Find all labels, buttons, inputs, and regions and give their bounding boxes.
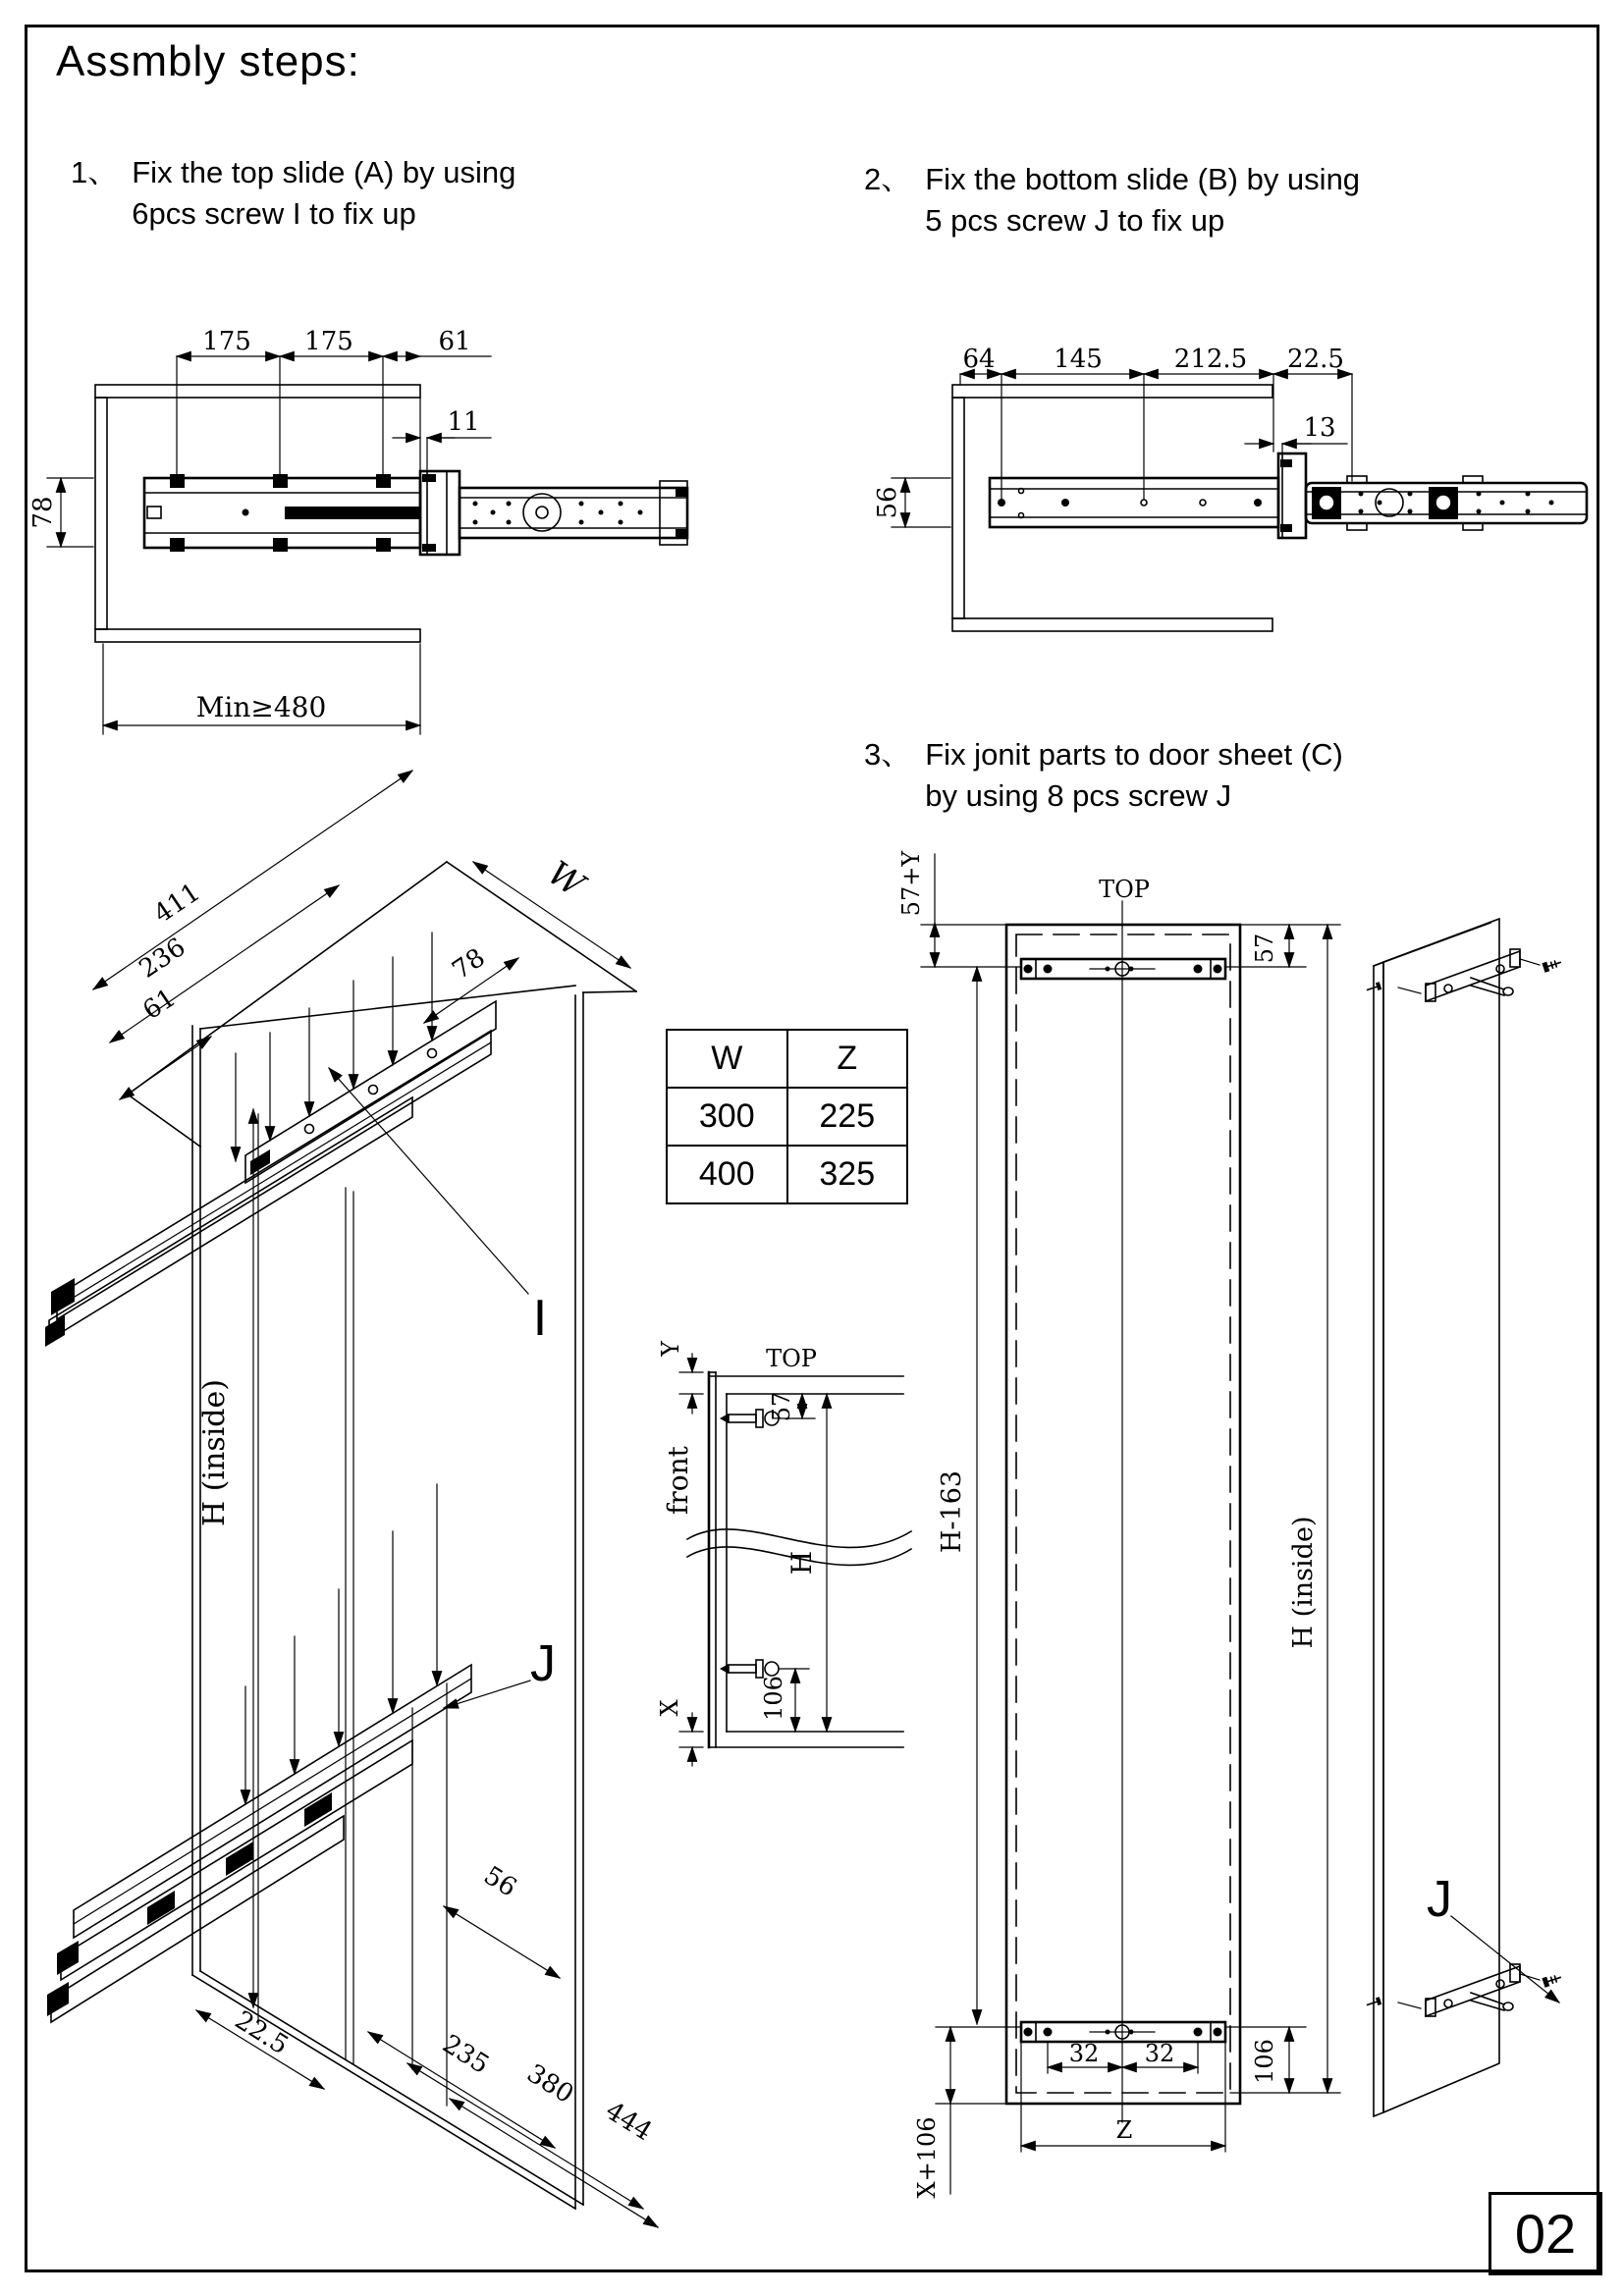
- screw-j-set: [245, 1484, 437, 1804]
- top-slide-rail: [144, 474, 420, 552]
- dim-h: H: [785, 1550, 818, 1575]
- dim-z: Z: [1115, 2116, 1133, 2144]
- step-1-number: 1、: [71, 155, 119, 189]
- top-slide-section-diagram: [29, 324, 717, 746]
- step-2-number: 2、: [864, 162, 912, 196]
- dim-175-left: 175: [202, 327, 251, 356]
- dim-236: 236: [134, 933, 191, 985]
- wz-table: [666, 1029, 908, 1204]
- detail-dimensions: [656, 1340, 827, 1766]
- label-front: front: [662, 1446, 694, 1515]
- dim-78-iso: 78: [447, 942, 491, 987]
- step-3-text: [864, 734, 1343, 817]
- dim-106-detail: 106: [760, 1676, 787, 1721]
- wz-header-w: W: [667, 1030, 787, 1088]
- wz-cell: 325: [787, 1146, 908, 1203]
- wz-cell: 225: [787, 1088, 908, 1146]
- door-panel: [1374, 919, 1499, 2116]
- door-dimensions: [897, 850, 1340, 2199]
- step-2-line2: 5 pcs screw J to fix up: [925, 203, 1225, 238]
- screw-bottom: [720, 1660, 779, 1678]
- step-3-line1: Fix jonit parts to door sheet (C): [925, 737, 1343, 772]
- door-side-detail-view: [638, 1335, 913, 1767]
- dim-106-door: 106: [1251, 2039, 1278, 2084]
- screw-glyph: [1542, 1973, 1561, 1988]
- dim-61: 61: [438, 327, 471, 356]
- dim-w: W: [540, 853, 591, 906]
- screw-i-label: I: [532, 1290, 548, 1347]
- slide-front-bracket: [420, 471, 460, 555]
- screw-j-label: J: [530, 1635, 556, 1692]
- dim-x: X: [656, 1699, 683, 1717]
- dim-11: 11: [447, 407, 480, 437]
- label-top-door: TOP: [1099, 876, 1150, 903]
- dim-175-right: 175: [304, 327, 353, 356]
- step-2-line1: Fix the bottom slide (B) by using: [925, 162, 1361, 196]
- dim-h-inside-left: H (inside): [197, 1379, 232, 1526]
- wz-header-z: Z: [787, 1030, 908, 1088]
- dim-32-left: 32: [1068, 2040, 1100, 2067]
- dim-22-5: 22.5: [1287, 345, 1344, 374]
- door-sheet-front-view: [897, 839, 1355, 2204]
- bottom-slide-rail: [990, 478, 1278, 527]
- page-title: Assmbly steps:: [56, 37, 360, 85]
- step-3-number: 3、: [864, 737, 912, 772]
- extended-outer-rail: [460, 481, 687, 545]
- cabinet-isometric-view: [29, 825, 663, 2277]
- dim-h163: H-163: [937, 1469, 967, 1554]
- screw-glyph: [1542, 958, 1561, 973]
- dim-64: 64: [962, 345, 996, 374]
- door-outline: [1006, 901, 1240, 2122]
- dim-13: 13: [1303, 413, 1336, 443]
- dim-56: 56: [873, 486, 902, 519]
- dim-22-5-iso: 22.5: [229, 2005, 294, 2061]
- dim-32-right: 32: [1144, 2040, 1175, 2067]
- dim-x106: X+106: [913, 2116, 941, 2199]
- dim-57-door: 57: [1251, 933, 1278, 964]
- dim-380: 380: [521, 2058, 579, 2110]
- slide-front-bracket: [1278, 454, 1306, 538]
- dim-y: Y: [657, 1341, 684, 1357]
- dim-411: 411: [148, 878, 206, 930]
- wz-cell: 400: [667, 1146, 787, 1203]
- page-number-box: [1489, 2192, 1602, 2275]
- step-1-text: [71, 152, 515, 235]
- dim-57y: 57+Y: [897, 850, 925, 917]
- dimension-lines: [28, 327, 491, 734]
- joint-part-bottom: [1366, 1964, 1561, 2016]
- door-panel-isometric: [1365, 864, 1591, 2140]
- dim-57-detail: 57: [768, 1391, 795, 1422]
- joint-bar-top: [1021, 959, 1225, 979]
- page-number: 02: [1514, 2203, 1577, 2265]
- bottom-slide-assembly: [47, 1665, 471, 2022]
- extended-outer-rail: [1306, 476, 1587, 530]
- label-j-right: [1427, 1871, 1559, 2002]
- dimension-lines: [873, 345, 1352, 527]
- dim-min480: Min≥480: [195, 691, 327, 723]
- step-1-line2: 6pcs screw I to fix up: [132, 196, 416, 231]
- step-2-text: [864, 159, 1360, 241]
- cabinet-top-face: [128, 862, 636, 1147]
- dim-235: 235: [437, 2029, 495, 2081]
- cabinet-walls-hatched: [952, 385, 1272, 631]
- wz-cell: 300: [667, 1088, 787, 1146]
- joint-bar-bottom: [1021, 2022, 1225, 2042]
- dim-212-5: 212.5: [1173, 345, 1248, 374]
- dim-h-inside-door: H (inside): [1288, 1516, 1319, 1649]
- step-1-line1: Fix the top slide (A) by using: [132, 155, 516, 189]
- label-top: TOP: [766, 1345, 817, 1372]
- dim-78: 78: [28, 496, 58, 529]
- dim-145: 145: [1054, 345, 1103, 374]
- step-3-line2: by using 8 pcs screw J: [925, 778, 1232, 813]
- bottom-slide-section-diagram: [873, 324, 1610, 648]
- screw-j-label-right: J: [1427, 1871, 1452, 1928]
- dim-61-iso: 61: [137, 983, 182, 1027]
- iso-dimensions: [93, 771, 658, 2227]
- dim-444: 444: [600, 2096, 658, 2148]
- dim-56-iso: 56: [478, 1860, 522, 1903]
